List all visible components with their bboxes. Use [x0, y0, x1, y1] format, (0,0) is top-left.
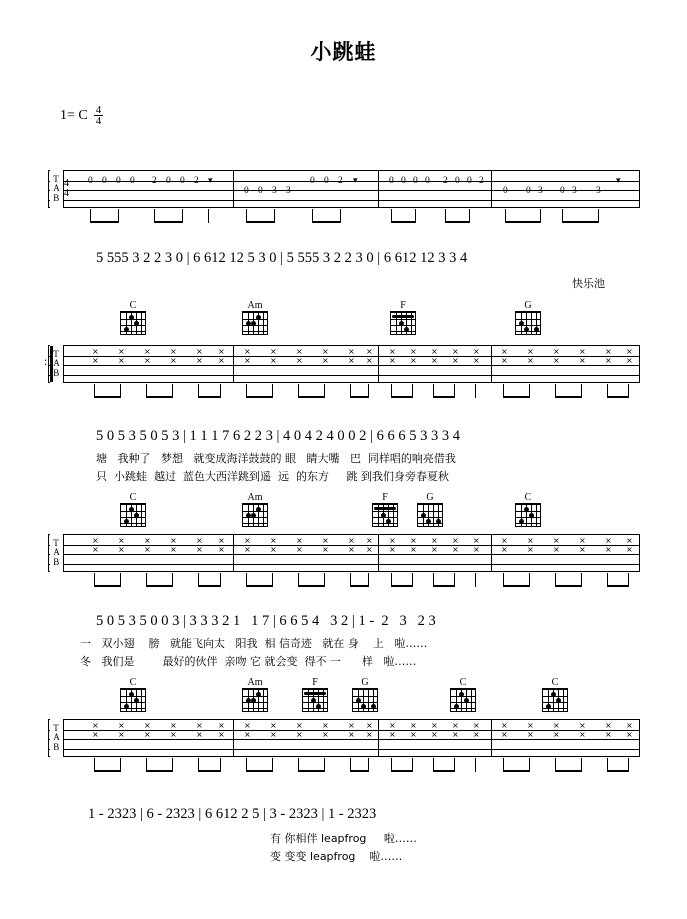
system-1	[48, 170, 640, 208]
key-label: 1= C	[60, 107, 88, 123]
chord-diagram-c-1: C	[118, 300, 148, 335]
chord-diagram-c-3: C	[513, 492, 543, 527]
chord-diagram-c-2: C	[118, 492, 148, 527]
key-signature	[60, 105, 103, 127]
tab-staff-2: T A B × × × × × × × × × × × × × × × × × × × × × × × × × × × × × × × × × × × × × × × × × × × × × ×	[48, 345, 640, 383]
chord-diagram-f-3: F	[300, 677, 330, 712]
lyric-2-1: 塘 我种了 梦想 就变成海洋鼓鼓的 眼 睛大嘴 巴 同样唱的响亮借我	[96, 452, 456, 465]
chord-grid	[242, 688, 268, 712]
chord-grid	[515, 503, 541, 527]
chord-diagram-am-2: Am	[240, 492, 270, 527]
chord-grid	[120, 311, 146, 335]
chord-grid	[120, 503, 146, 527]
time-signature-staff: 4 4	[64, 178, 69, 199]
melody-line-2: 5 0 5 3 5 0 5 3 | 1 1 1 7 6 2 2 3 | 4 0 4 2 4 0 0 2 | 6 6 6 5 3 3 3 4	[96, 428, 460, 444]
tab-clef: T A B	[50, 345, 64, 383]
lyric-1-1: 快乐池	[572, 277, 605, 290]
tab-clef: T A B	[50, 170, 64, 208]
tab-staff-3: T A B × × × × × × × × × × × × × × × × × × × × × × × × × × × × × × × × × × × × × × × × × × × × × ×	[48, 534, 640, 572]
chord-grid	[390, 311, 416, 335]
system-2: T A B × × × × × × × × × × × × × × × × × × × × × × × × × × × × × × × × × × × × × × × × × × × × × × :	[48, 345, 640, 383]
chord-diagram-g-2: G	[415, 492, 445, 527]
chord-grid	[242, 503, 268, 527]
system-3	[48, 534, 640, 572]
chord-diagram-c-5: C	[448, 677, 478, 712]
chord-diagram-am-3: Am	[240, 677, 270, 712]
chord-diagram-c-6: C	[540, 677, 570, 712]
system-4	[48, 719, 640, 757]
chord-diagram-c-4: C	[118, 677, 148, 712]
chord-diagram-am-1: Am	[240, 300, 270, 335]
chord-diagram-g-3: G	[350, 677, 380, 712]
chord-diagram-f-1: F	[388, 300, 418, 335]
chord-grid	[302, 688, 328, 712]
chord-grid	[352, 688, 378, 712]
chord-diagram-f-2: F	[370, 492, 400, 527]
lyric-4-1: 有 你相伴 leapfrog 啦……	[270, 832, 417, 845]
chord-diagram-g-1: G	[513, 300, 543, 335]
lyric-3-1: 一 双小翅 膀 就能飞向太 阳我 相 信奇迹 就在 身 上 啦……	[80, 637, 428, 650]
melody-line-4: 1 - 2323 | 6 - 2323 | 6 612 2 5 | 3 - 2323 | 1 - 2323	[88, 806, 377, 822]
page-title: 小跳蛙	[310, 40, 377, 64]
chord-grid	[515, 311, 541, 335]
tab-staff-1: T A B 4 4 0 0 0 0 2 0 0 2 ▾ 0 0 3 3 0 0 2 ▾ 0 0 0 0 2 0 0 2 0 0 3 0 3 3 ▾	[48, 170, 640, 208]
time-signature: $\frac{4}{4}$	[95, 104, 102, 128]
chord-grid	[542, 688, 568, 712]
lyric-4-2: 变 变变 leapfrog 啦……	[270, 850, 403, 863]
chord-grid	[120, 688, 146, 712]
lyric-3-2: 冬 我们是 最好的伙伴 亲吻 它 就会变 得不 一 样 啦……	[80, 655, 417, 668]
tab-staff-4: T A B × × × × × × × × × × × × × × × × × × × × × × × × × × × × × × × × × × × × × × × × × × × × × ×	[48, 719, 640, 757]
lyric-2-2: 只 小跳蛙 越过 蓝色大西洋跳到遥 远 的东方 跳 到我们身旁春夏秋	[96, 470, 449, 483]
tab-clef: T A B	[50, 534, 64, 572]
chord-grid	[450, 688, 476, 712]
chord-grid	[242, 311, 268, 335]
melody-line-3: 5 0 5 3 5 0 0 3 | 3 3 3 2 1 1 7 | 6 6 5 4 3 2 | 1 - 2 3 2 3	[96, 613, 436, 629]
melody-line-1: 5 555 3 2 2 3 0 | 6 612 12 5 3 0 | 5 555 3 2 2 3 0 | 6 612 12 3 3 4	[96, 250, 468, 266]
chord-grid	[372, 503, 398, 527]
chord-grid	[417, 503, 443, 527]
tab-clef: T A B	[50, 719, 64, 757]
